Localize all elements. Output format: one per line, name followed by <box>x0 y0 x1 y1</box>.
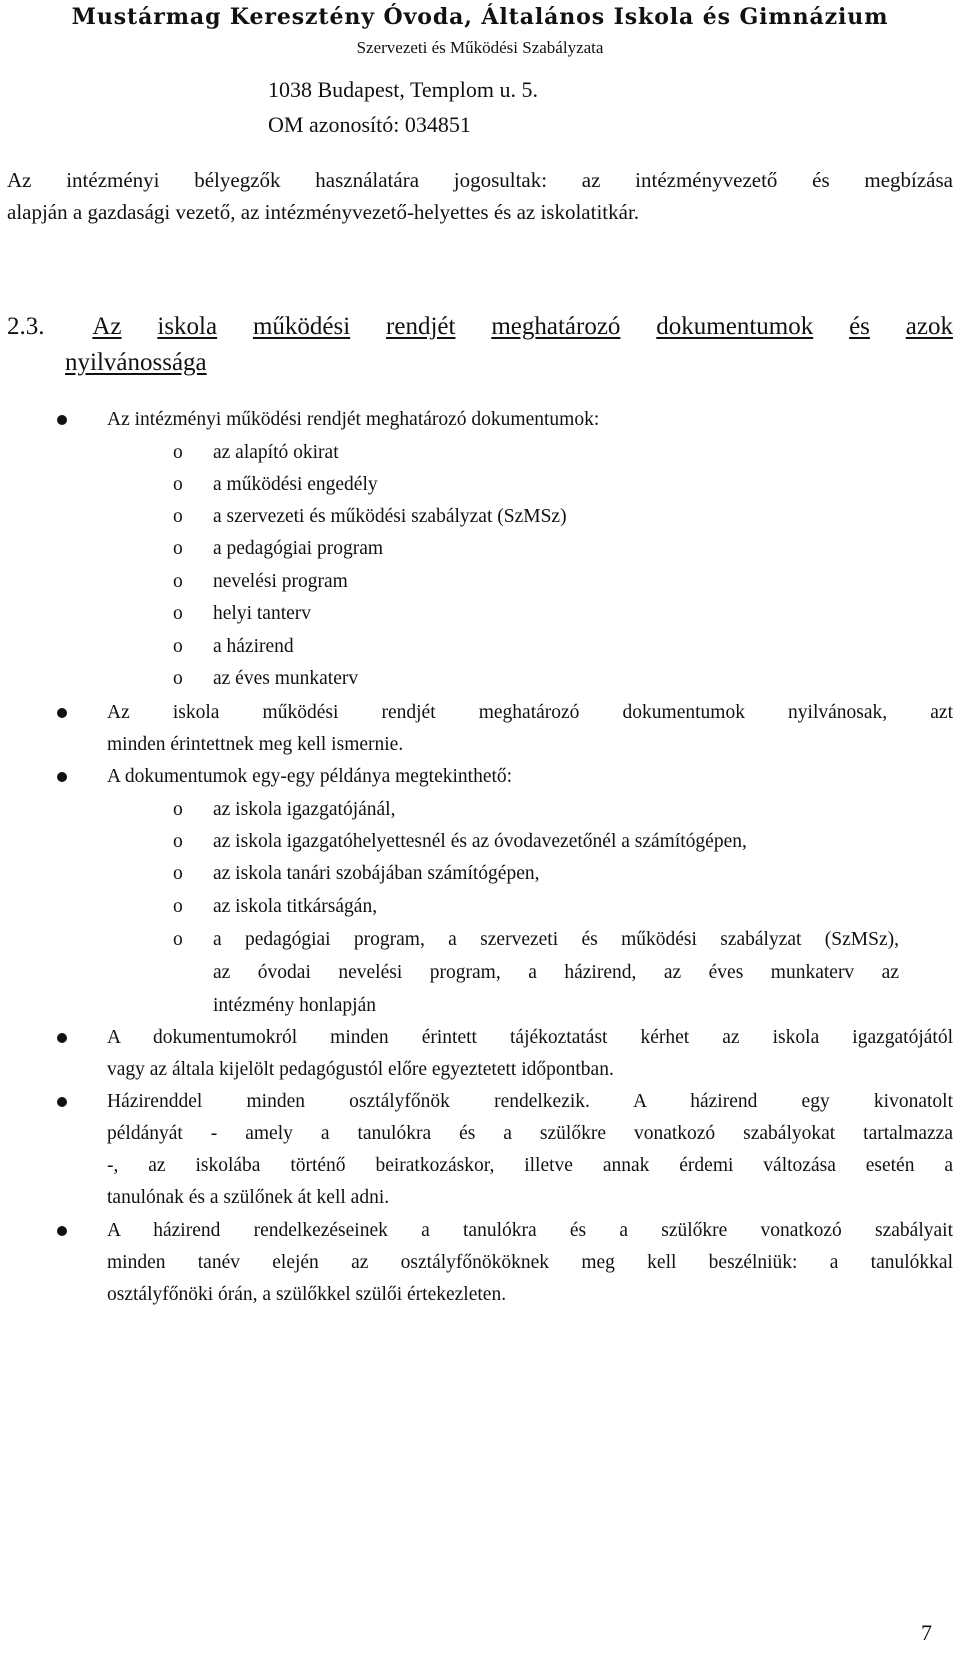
sub-marker-icon: o <box>173 799 183 820</box>
document-header-title: Mustármag Keresztény Óvoda, Általános Iskola és Gimnázium <box>71 4 889 30</box>
bullet-text: Házirenddel minden osztályfőnök rendelkezik. A házirend egy kivonatolt <box>107 1091 953 1112</box>
section-title-word: működési <box>252 313 351 340</box>
bullet-item <box>107 761 953 793</box>
bullet-text: Az intézményi működési rendjét meghatározó dokumentumok: <box>107 409 600 430</box>
bullet-item <box>107 1215 953 1311</box>
sub-item <box>173 469 378 501</box>
section-title-line2: nyilvánossága <box>65 349 207 376</box>
sub-marker-icon: o <box>173 636 183 657</box>
sub-item <box>173 858 540 890</box>
section-number: 2.3. <box>7 313 45 340</box>
sub-item-text: az iskola igazgatóhelyettesnél és az óvodavezetőnél a számítógépen, <box>213 831 747 852</box>
sub-item-text: a pedagógiai program <box>213 538 384 559</box>
page-number: 7 <box>921 1620 932 1645</box>
intro-line: Az intézményi bélyegzők használatára jogosultak: az intézményvezető és megbízása <box>7 168 953 192</box>
sub-item <box>173 437 339 469</box>
bullet-dot-icon <box>57 415 67 425</box>
section-title-word: rendjét <box>386 313 456 340</box>
sub-item-text: az óvodai nevelési program, a házirend, az éves munkaterv az <box>213 962 899 983</box>
sub-marker-icon: o <box>173 896 183 917</box>
bullet-text: minden érintettnek meg kell ismernie. <box>107 734 404 755</box>
sub-item-text: az iskola igazgatójánál, <box>213 799 396 820</box>
intro-line: alapján a gazdasági vezető, az intézményvezető-helyettes és az iskolatitkár. <box>7 200 640 224</box>
section-title-word: dokumentumok <box>656 313 814 340</box>
sub-marker-icon: o <box>173 538 183 559</box>
section-title-word: iskola <box>157 313 218 340</box>
bullet-text: példányát - amely a tanulókra és a szülőkre vonatkozó szabályokat tartalmazza <box>107 1123 953 1144</box>
sub-item <box>173 631 294 663</box>
sub-item <box>173 566 348 598</box>
sub-marker-icon: o <box>173 474 183 495</box>
bullet-text: osztályfőnöki órán, a szülőkkel szülői értekezleten. <box>107 1284 507 1305</box>
sub-item <box>173 501 567 533</box>
sub-marker-icon: o <box>173 603 183 624</box>
bullet-dot-icon <box>57 1033 67 1043</box>
bullet-text: A házirend rendelkezéseinek a tanulókra és a szülőkre vonatkozó szabályait <box>107 1220 953 1241</box>
sub-marker-icon: o <box>173 506 183 527</box>
bullet-text: -, az iskolába történő beiratkozáskor, illetve annak érdemi változása esetén a <box>107 1155 953 1176</box>
sub-item <box>173 826 747 858</box>
bullet-text: tanulónak és a szülőnek át kell adni. <box>107 1187 390 1208</box>
sub-item <box>173 794 396 826</box>
bullet-text: Az iskola működési rendjét meghatározó dokumentumok nyilvánosak, azt <box>107 702 953 723</box>
bullet-text: minden tanév elején az osztályfőnököknek meg kell beszélniük: a tanulókkal <box>107 1252 953 1273</box>
section-heading <box>7 309 953 381</box>
sub-item-text: az alapító okirat <box>213 442 339 463</box>
bullet-dot-icon <box>57 708 67 718</box>
sub-item-text: nevelési program <box>213 571 348 592</box>
section-title-word: azok <box>905 313 953 340</box>
section-title-word: meghatározó <box>491 313 621 340</box>
section-title-word: és <box>849 313 870 340</box>
sub-item-text: az iskola titkárságán, <box>213 896 378 917</box>
sub-item-text: az iskola tanári szobájában számítógépen, <box>213 863 540 884</box>
bullet-dot-icon <box>57 772 67 782</box>
sub-marker-icon: o <box>173 442 183 463</box>
intro-paragraph <box>7 164 953 228</box>
sub-item <box>173 663 359 695</box>
sub-item-text: helyi tanterv <box>213 603 312 624</box>
section-title-word: Az <box>92 313 122 340</box>
sub-item <box>173 598 312 630</box>
sub-item <box>173 923 899 1022</box>
sub-item-text: az éves munkaterv <box>213 668 359 689</box>
bullet-dot-icon <box>57 1226 67 1236</box>
sub-item-text: a pedagógiai program, a szervezeti és működési szabályzat (SzMSz), <box>213 929 899 950</box>
om-id-line: OM azonosító: 034851 <box>268 112 471 137</box>
bullet-item <box>107 1086 953 1214</box>
sub-item <box>173 533 384 565</box>
document-header-subtitle: Szervezeti és Működési Szabályzata <box>356 38 604 57</box>
sub-item-text: a házirend <box>213 636 294 657</box>
sub-item <box>173 891 378 923</box>
bullet-item <box>107 1022 953 1086</box>
bullet-dot-icon <box>57 1097 67 1107</box>
bullet-text: vagy az általa kijelölt pedagógustól előre egyeztetett időpontban. <box>107 1059 614 1080</box>
sub-marker-icon: o <box>173 571 183 592</box>
sub-marker-icon: o <box>173 929 183 950</box>
sub-item-text: a szervezeti és működési szabályzat (SzMSz) <box>213 506 567 527</box>
sub-marker-icon: o <box>173 831 183 852</box>
sub-item-text: a működési engedély <box>213 474 378 495</box>
sub-marker-icon: o <box>173 863 183 884</box>
address-line: 1038 Budapest, Templom u. 5. <box>268 77 538 102</box>
sub-marker-icon: o <box>173 668 183 689</box>
bullet-text: A dokumentumokról minden érintett tájékoztatást kérhet az iskola igazgatójától <box>107 1027 953 1048</box>
bullet-text: A dokumentumok egy-egy példánya megtekinthető: <box>107 766 513 787</box>
bullet-item <box>107 697 953 761</box>
sub-item-text: intézmény honlapján <box>213 995 376 1016</box>
bullet-item <box>107 404 953 436</box>
